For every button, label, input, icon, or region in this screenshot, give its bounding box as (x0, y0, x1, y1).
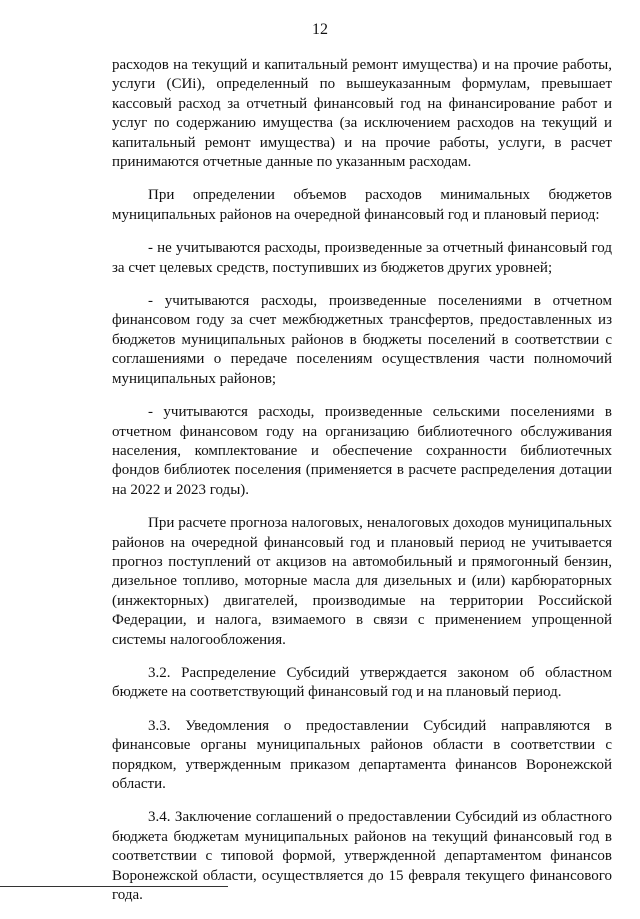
paragraph-section-3-4: 3.4. Заключение соглашений о предоставлении Субсидий из областного бюджета бюджетам муниципальных районов на текущий финансовый год в соответствии с типовой формой, утвержденной департаментом финансов Воронежской области, осуществляется до 15 февраля текущего финансового года. (112, 809, 612, 904)
paragraph-minimal-budget-intro: При определении объемов расходов минимальных бюджетов муниципальных районов на очередной финансовый год и плановый период: (112, 187, 612, 223)
list-item-library-counted: - учитываются расходы, произведенные сельскими поселениями в отчетном финансовом году на организацию библиотечного обслуживания населения, комплектование и обеспечение сохранности библиотечных фондов библиотек поселения (применяется в расчете распределения дотации на 2022 и 2023 годы). (112, 404, 612, 498)
paragraph-section-3-3: 3.3. Уведомления о предоставлении Субсидий направляются в финансовые органы муниципальных районов области в соответствии с порядком, утвержденным приказом департамента финансов Воронежской области. (112, 717, 612, 792)
page-number: 12 (312, 21, 328, 38)
paragraph-continuation: расходов на текущий и капитальный ремонт имущества) и на прочие работы, услуги (СИi), определенный по вышеуказанным формулам, превышает кассовый расход за отчетный финансовый год на финансирование работ и услуг по содержанию имущества (за исключением расходов на текущий и капитальный ремонт имущества) и на прочие работы, услуги, в расчет принимаются отчетные данные по указанным расходам. (112, 57, 612, 171)
footer-divider (0, 886, 228, 887)
document-body (112, 56, 612, 919)
paragraph-revenue-forecast: При расчете прогноза налоговых, неналоговых доходов муниципальных районов на очередной финансовый год и плановый период не учитывается прогноз поступлений от акцизов на автомобильный и прямогонный бензин, дизельное топливо, моторные масла для дизельных и (или) карбюраторных (инжекторных) двигателей, производимые на территории Российской Федерации, и налога, взимаемого в связи с применением упрощенной системы налогообложения. (112, 515, 612, 648)
list-item-transfers-counted: - учитываются расходы, произведенные поселениями в отчетном финансовом году за счет межбюджетных трансфертов, предоставленных из бюджетов муниципальных районов в бюджеты поселений в соответствии с соглашениями о передаче поселениям осуществления части полномочий муниципальных районов; (112, 293, 612, 387)
list-item-not-counted: - не учитываются расходы, произведенные за отчетный финансовый год за счет целевых средств, поступивших из бюджетов других уровней; (112, 240, 612, 276)
paragraph-section-3-2: 3.2. Распределение Субсидий утверждается законом об областном бюджете на соответствующий финансовый год и на плановый период. (112, 664, 612, 701)
